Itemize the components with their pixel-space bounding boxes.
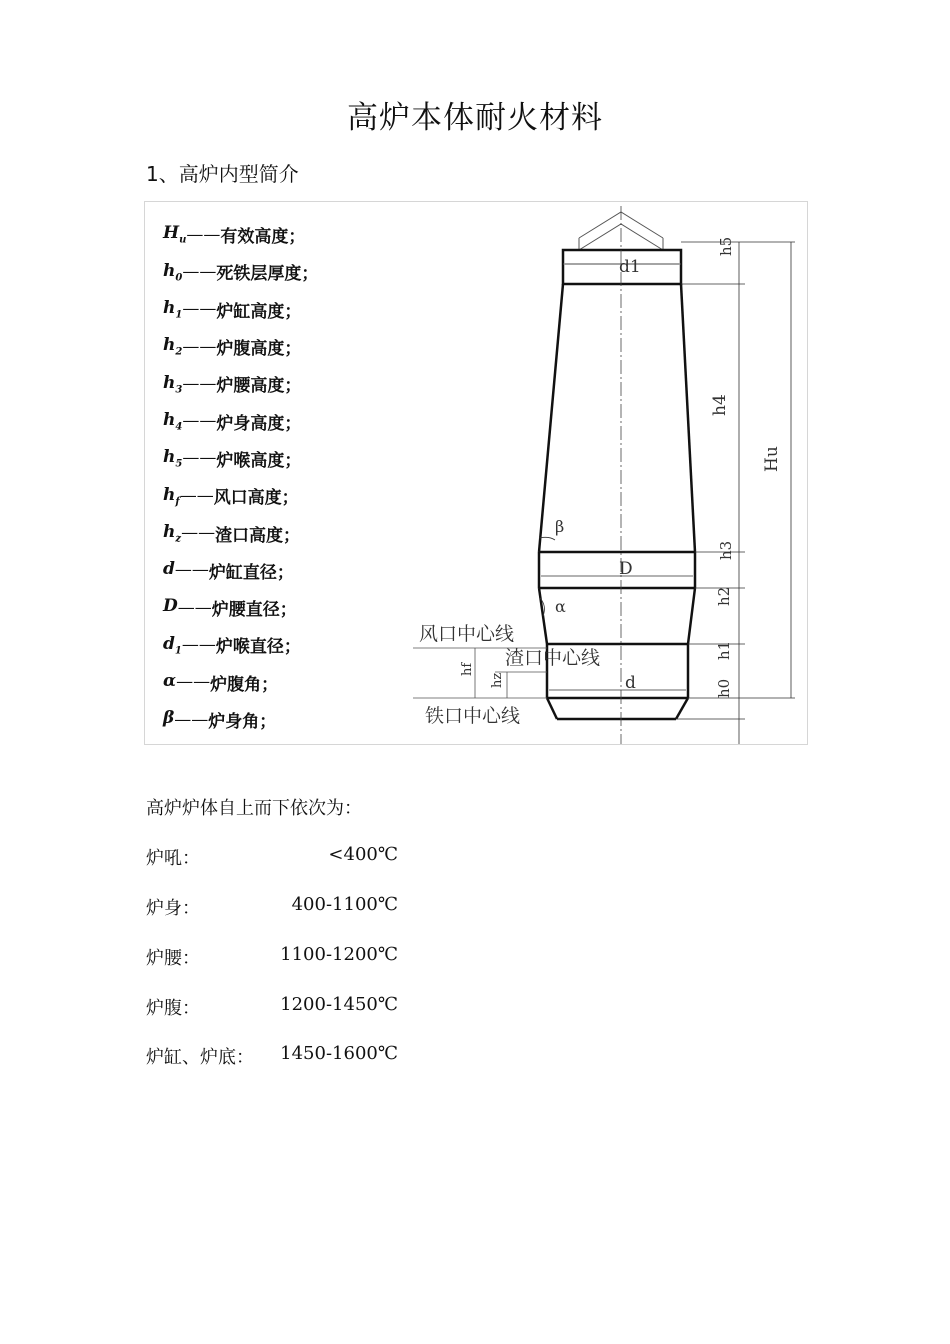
legend-description: 渣口高度；: [215, 525, 301, 546]
legend-description: 死铁层厚度；: [216, 264, 319, 285]
label-h2: h2: [715, 586, 733, 606]
label-h4: h4: [710, 394, 730, 416]
zone-temperature: 1450-1600℃: [280, 1043, 398, 1064]
legend-description: 风口高度；: [213, 488, 299, 509]
temperature-zone-row: [146, 894, 546, 920]
legend-dash: ——: [182, 336, 217, 357]
legend-symbol: $h_1$: [163, 298, 183, 321]
label-tuyere-centerline: 风口中心线: [419, 623, 515, 645]
legend-symbol: d: [163, 559, 175, 580]
temperature-zone-row: [146, 1043, 546, 1069]
legend-description: 炉腹高度；: [216, 339, 302, 360]
legend-symbol: $h_4$: [163, 409, 183, 433]
legend-description: 炉喉直径；: [215, 637, 301, 658]
label-alpha: α: [555, 597, 566, 616]
zone-name: 炉腰：: [146, 948, 200, 969]
zone-intro: 高炉炉体自上而下依次为：: [146, 798, 362, 819]
legend-dash: ——: [176, 672, 211, 693]
legend-symbol: $h_z$: [163, 521, 182, 545]
legend-symbol: $h_0$: [163, 260, 183, 284]
legend-dash: ——: [181, 634, 216, 655]
legend-description: 炉身高度；: [216, 413, 302, 434]
legend-description: 炉腹角；: [210, 674, 279, 695]
label-Hu: Hu: [762, 446, 782, 472]
legend-dash: ——: [182, 411, 217, 432]
section-heading: 1、高炉内型简介: [146, 162, 299, 186]
legend-description: 炉身角；: [208, 712, 277, 732]
zone-name: 炉吼：: [146, 848, 200, 869]
legend-dash: ——: [174, 560, 209, 581]
legend-dash: ——: [182, 261, 217, 282]
label-beta: β: [555, 517, 565, 536]
label-slag-centerline: 渣口中心线: [505, 647, 601, 669]
legend-symbol: $H_u$: [163, 223, 187, 246]
zone-temperature: 400-1100℃: [291, 894, 398, 915]
document-title: 高炉本体耐火材料: [347, 100, 603, 136]
legend-dash: ——: [181, 523, 216, 544]
blast-furnace-figure: [144, 201, 808, 745]
temperature-zone-row: [146, 844, 546, 870]
legend-dash: ——: [179, 485, 214, 506]
legend-dash: ——: [182, 448, 217, 469]
legend-description: 炉缸高度；: [216, 301, 302, 322]
legend-dash: ——: [186, 224, 221, 245]
temperature-zone-row: [146, 944, 546, 970]
legend-description: 炉腰高度；: [216, 376, 302, 397]
label-hz: hz: [490, 672, 505, 688]
legend-dash: ——: [182, 373, 217, 394]
zone-temperature: 1100-1200℃: [280, 944, 398, 965]
label-h1: h1: [715, 640, 733, 660]
label-d: d: [625, 673, 636, 693]
legend-symbol: α: [163, 671, 177, 692]
zone-name: 炉缸、炉底：: [146, 1047, 254, 1068]
legend-dash: ——: [177, 597, 212, 618]
legend-symbol: $h_5$: [163, 447, 183, 470]
legend-symbol: $d_1$: [163, 633, 182, 657]
legend-symbol: D: [163, 596, 178, 617]
label-iron-centerline: 铁口中心线: [425, 705, 521, 727]
legend-description: 炉缸直径；: [208, 562, 294, 583]
legend-description: 炉腰直径；: [211, 600, 297, 621]
height-dimensions: [676, 242, 795, 744]
label-d1: d1: [619, 257, 641, 277]
zone-temperature: <400℃: [328, 844, 398, 865]
zone-name: 炉身：: [146, 898, 200, 919]
legend-symbol: $h_f$: [163, 484, 180, 507]
diameter-dimensions: [541, 264, 693, 690]
legend-symbol: $h_2$: [163, 335, 183, 358]
zone-temperature: 1200-1450℃: [280, 994, 398, 1015]
legend-symbol: $h_3$: [163, 372, 183, 396]
label-h5: h5: [717, 236, 735, 256]
temperature-zone-row: [146, 994, 546, 1020]
label-D: D: [619, 559, 633, 579]
zone-name: 炉腹：: [146, 998, 200, 1019]
legend-description: 有效高度；: [220, 227, 306, 248]
label-h3: h3: [717, 540, 735, 560]
legend-description: 炉喉高度；: [216, 450, 302, 471]
legend-symbol: β: [163, 708, 175, 729]
label-hf: hf: [460, 662, 475, 676]
label-h0: h0: [715, 678, 733, 698]
furnace-profile-diagram: [145, 202, 807, 744]
legend-dash: ——: [182, 299, 217, 320]
legend-dash: ——: [174, 709, 209, 730]
